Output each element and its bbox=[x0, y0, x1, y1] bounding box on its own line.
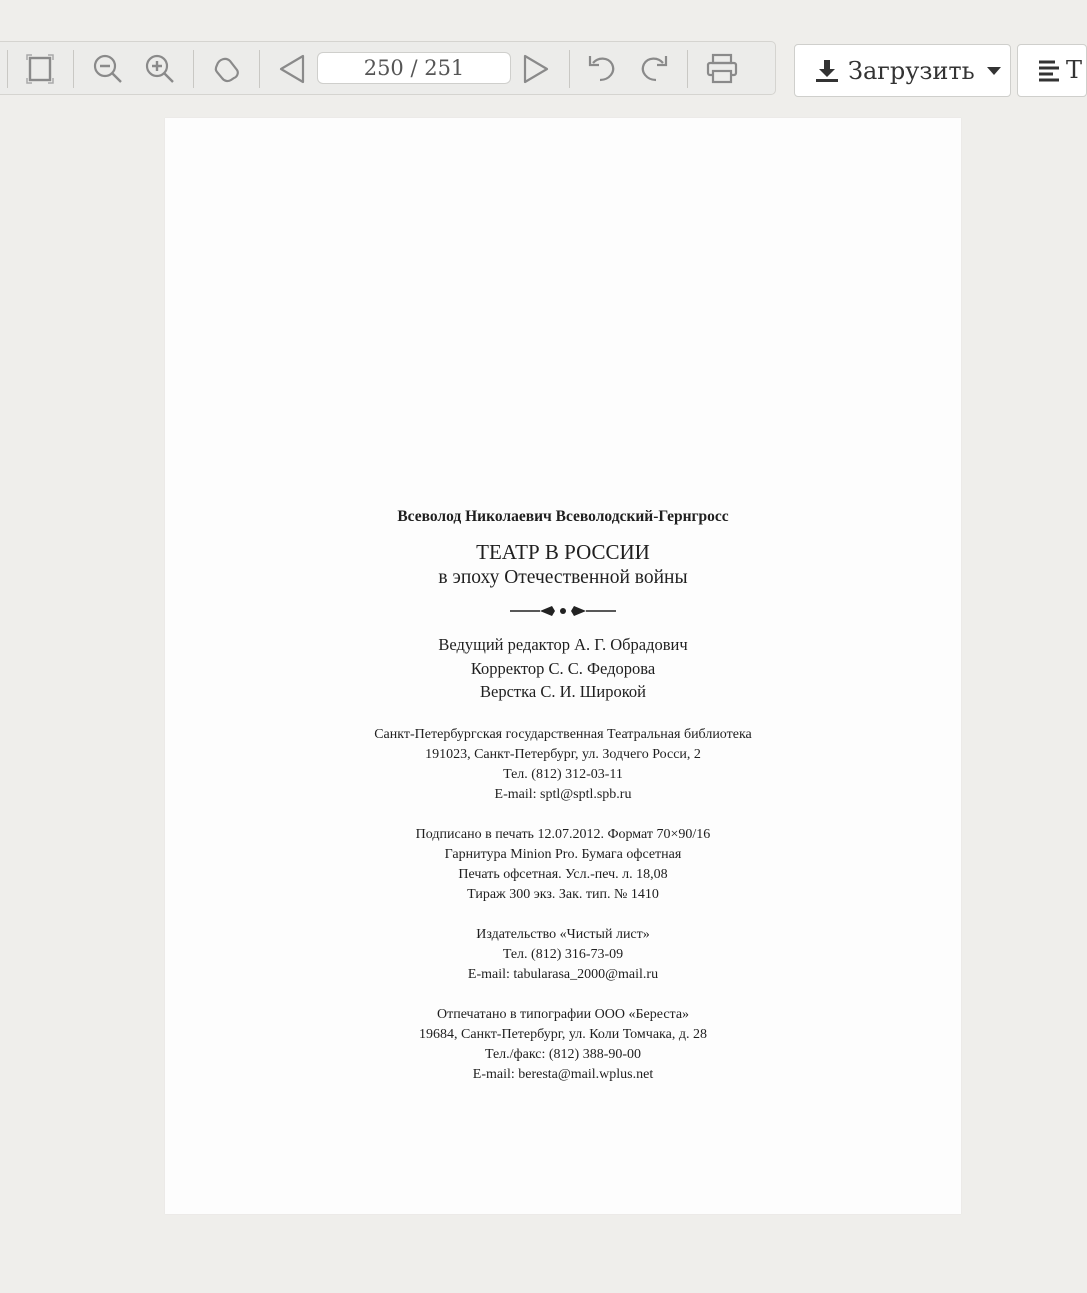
print-line: Печать офсетная. Усл.-печ. л. 18,08 bbox=[458, 866, 668, 882]
toolbar-divider bbox=[569, 50, 570, 88]
library-line: E-mail: sptl@sptl.spb.ru bbox=[494, 786, 632, 802]
publisher-line: Тел. (812) 316-73-09 bbox=[502, 946, 624, 962]
publisher-info bbox=[165, 925, 961, 985]
print-line: Гарнитура Minion Pro. Бумага офсетная bbox=[444, 846, 682, 862]
zoom-out-icon[interactable] bbox=[87, 48, 129, 90]
printer-line: Отпечатано в типографии ООО «Береста» bbox=[436, 1006, 690, 1022]
download-icon bbox=[816, 59, 838, 83]
editorial-staff bbox=[165, 633, 961, 704]
caret-down-icon bbox=[987, 67, 1001, 75]
print-line: Подписано в печать 12.07.2012. Формат 70×90/16 bbox=[415, 826, 711, 842]
toolbar-divider bbox=[259, 50, 260, 88]
outline-button[interactable] bbox=[1017, 44, 1087, 97]
library-line: 191023, Санкт-Петербург, ул. Зодчего Росси, 2 bbox=[425, 746, 701, 762]
next-page-icon[interactable] bbox=[515, 48, 557, 90]
document-page bbox=[165, 118, 961, 1214]
staff-line: Ведущий редактор А. Г. Обрадович bbox=[438, 635, 688, 654]
outline-label: Т bbox=[1066, 56, 1083, 84]
book-subtitle: в эпоху Отечественной войны bbox=[438, 567, 688, 588]
publisher-line: Издательство «Чистый лист» bbox=[476, 926, 650, 942]
toolbar-divider bbox=[73, 50, 74, 88]
printer-info bbox=[165, 1005, 961, 1085]
staff-line: Корректор С. С. Федорова bbox=[470, 658, 656, 678]
author-name: Всеволод Николаевич Всеволодский-Гернгросс bbox=[397, 508, 729, 525]
text-align-icon bbox=[1039, 60, 1061, 82]
print-info bbox=[165, 825, 961, 905]
pan-icon[interactable] bbox=[205, 48, 247, 90]
printer-line: E-mail: beresta@mail.wplus.net bbox=[472, 1066, 654, 1082]
viewer-toolbar bbox=[0, 41, 776, 95]
toolbar-divider bbox=[687, 50, 688, 88]
publisher-line: E-mail: tabularasa_2000@mail.ru bbox=[467, 966, 659, 982]
rotate-right-icon[interactable] bbox=[633, 48, 675, 90]
download-label: Загрузить bbox=[848, 56, 975, 85]
rotate-left-icon[interactable] bbox=[581, 48, 623, 90]
fit-page-icon[interactable] bbox=[19, 48, 61, 90]
library-line: Санкт-Петербургская государственная Театральная библиотека bbox=[374, 726, 752, 742]
print-icon[interactable] bbox=[701, 48, 743, 90]
zoom-in-icon[interactable] bbox=[139, 48, 181, 90]
toolbar-divider bbox=[193, 50, 194, 88]
staff-line: Верстка С. И. Широкой bbox=[480, 682, 646, 701]
ornament-divider-icon bbox=[508, 603, 618, 619]
previous-page-icon[interactable] bbox=[271, 48, 313, 90]
printer-line: Тел./факс: (812) 388-90-00 bbox=[484, 1046, 642, 1062]
print-line: Тираж 300 экз. Зак. тип. № 1410 bbox=[467, 886, 659, 902]
toolbar-divider bbox=[7, 50, 8, 88]
page-number-input[interactable] bbox=[317, 52, 511, 84]
download-button[interactable] bbox=[794, 44, 1011, 97]
book-title: ТЕАТР В РОССИИ bbox=[476, 540, 650, 564]
printer-line: 19684, Санкт-Петербург, ул. Коли Томчака, д. 28 bbox=[419, 1026, 707, 1042]
library-info bbox=[165, 725, 961, 805]
imprint-block bbox=[165, 508, 961, 1085]
library-line: Тел. (812) 312-03-11 bbox=[503, 766, 623, 782]
